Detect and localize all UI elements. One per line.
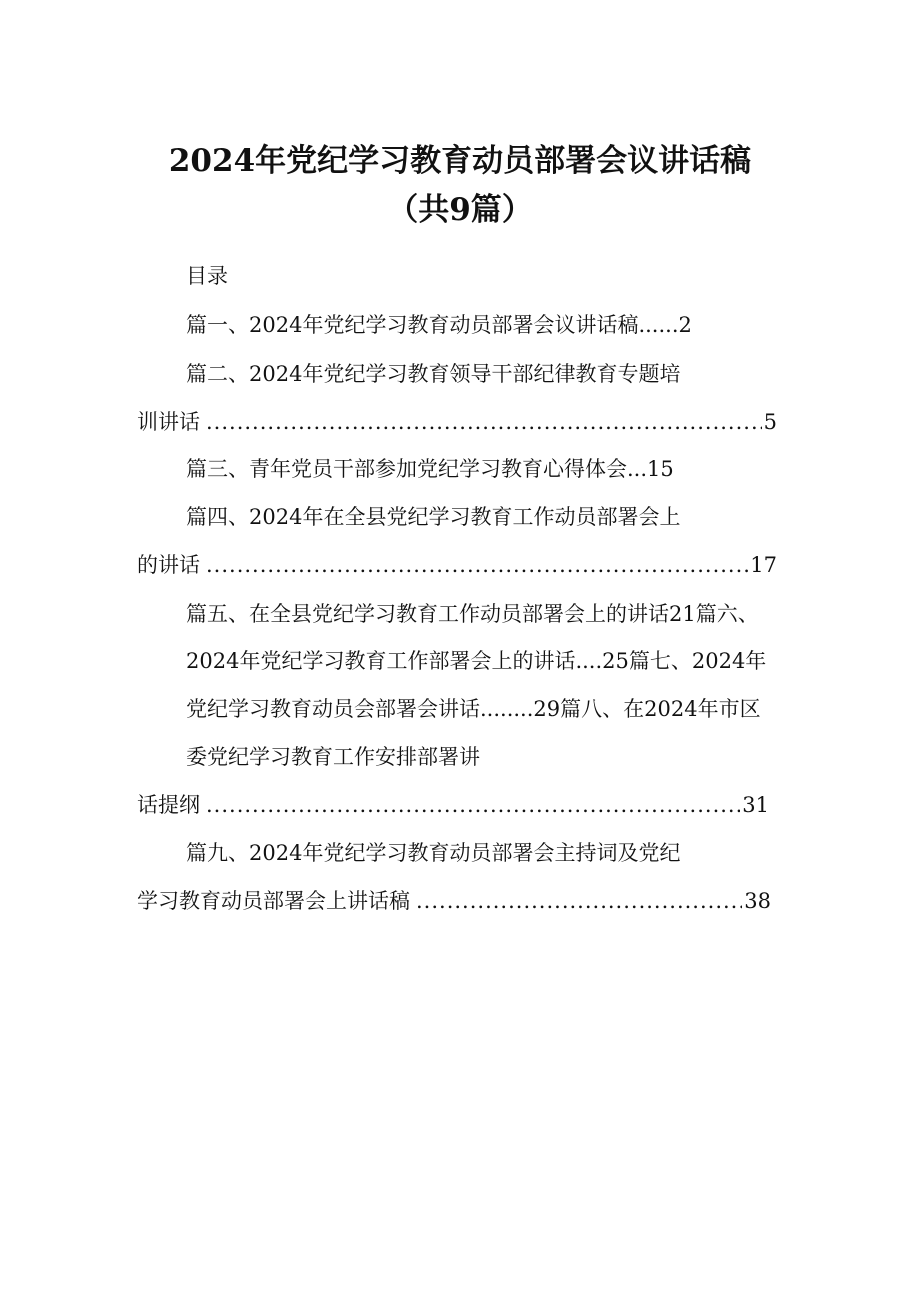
- toc-entry-7: 党纪学习教育动员会部署会讲话........29篇八、在2024年市区: [186, 697, 761, 721]
- toc-entry-8-line-2: [137, 791, 769, 819]
- toc-entry-4-line-1: 篇四、2024年在全县党纪学习教育工作动员部署会上: [186, 505, 681, 529]
- toc-entry-8-line-1: 委党纪学习教育工作安排部署讲: [186, 745, 480, 769]
- dot-leader: [206, 551, 748, 579]
- toc-heading: 目录: [186, 264, 228, 288]
- toc-entry-9-line-2: [137, 887, 771, 915]
- toc-page-number: 38: [744, 889, 771, 913]
- toc-entry-9-line-1: 篇九、2024年党纪学习教育动员部署会主持词及党纪: [186, 841, 681, 865]
- dot-leader: [206, 408, 762, 436]
- toc-entry-2-line-2: [137, 408, 777, 436]
- toc-page-number: 17: [750, 553, 777, 577]
- toc-entry-text: 学习教育动员部署会上讲话稿: [137, 889, 410, 913]
- toc-entry-3: 篇三、青年党员干部参加党纪学习教育心得体会...15: [186, 457, 674, 481]
- toc-entry-6: 2024年党纪学习教育工作部署会上的讲话....25篇七、2024年: [186, 649, 767, 673]
- toc-entry-5: 篇五、在全县党纪学习教育工作动员部署会上的讲话21篇六、: [186, 602, 759, 626]
- toc-entry-text: 的讲话: [137, 553, 200, 577]
- toc-entry-1: 篇一、2024年党纪学习教育动员部署会议讲话稿......2: [186, 313, 692, 337]
- toc-entry-text: 训讲话: [137, 410, 200, 434]
- dot-leader: [206, 791, 740, 819]
- dot-leader: [416, 887, 742, 915]
- document-title: 2024年党纪学习教育动员部署会议讲话稿: [168, 143, 752, 179]
- toc-page-number: 31: [742, 793, 769, 817]
- document-subtitle: （共9篇）: [387, 192, 533, 228]
- toc-entry-2-line-1: 篇二、2024年党纪学习教育领导干部纪律教育专题培: [186, 362, 681, 386]
- toc-entry-text: 话提纲: [137, 793, 200, 817]
- toc-page-number: 5: [763, 410, 777, 434]
- toc-entry-4-line-2: [137, 551, 777, 579]
